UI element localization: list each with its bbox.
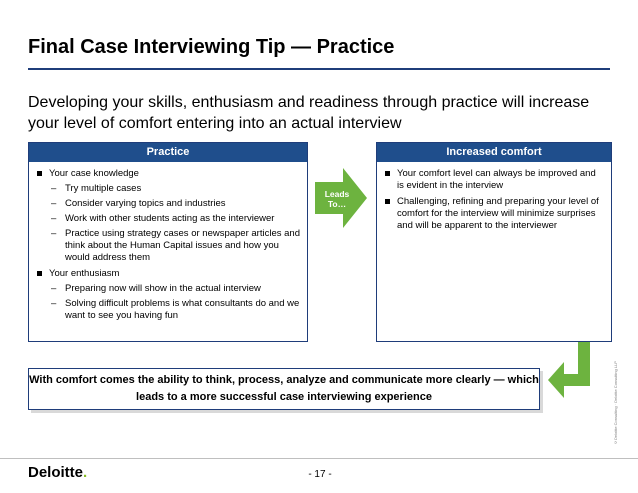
conclusion-callout: [28, 368, 540, 410]
bullet-text: Your enthusiasm: [49, 268, 120, 279]
side-copyright: ©Deloitte Consulting · Deloitte Consulting LLP: [613, 361, 618, 445]
arrow-label: [315, 189, 359, 209]
list-item: Your comfort level can always be improved and is evident in the interview: [383, 168, 605, 192]
sub-item: – Solving difficult problems is what consultants do and we want to see you having fun: [49, 298, 301, 322]
page-number: - 17 -: [308, 469, 332, 480]
bent-arrow-icon: [548, 342, 598, 398]
sub-list: [49, 183, 301, 264]
practice-list: [35, 168, 301, 322]
callout-text: With comfort comes the ability to think, process, analyze and communicate more clearly — which leads to a more successful case interviewing experience: [29, 374, 539, 403]
list-item: [35, 168, 301, 264]
sub-item: – Work with other students acting as the interviewer: [49, 213, 301, 225]
title-divider: [28, 68, 610, 70]
sub-item: – Consider varying topics and industries: [49, 198, 301, 210]
footer-divider: [0, 458, 638, 459]
practice-box: [28, 142, 308, 342]
bullet-text: Your case knowledge: [49, 168, 139, 179]
arrow-label-line2: To…: [327, 199, 347, 209]
list-item: Challenging, refining and preparing your level of comfort for the interview will minimize surprises and will be apparent to the interviewer: [383, 196, 605, 232]
arrow-label-line1: Leads: [324, 189, 350, 199]
sub-item: – Practice using strategy cases or newspaper articles and think about the Human Capital issues and how you would address them: [49, 228, 301, 264]
increased-comfort-header: Increased comfort: [377, 143, 611, 162]
list-item: [35, 268, 301, 322]
practice-header: Practice: [29, 143, 307, 162]
logo-text: Deloitte: [28, 464, 84, 481]
sub-list: [49, 283, 301, 322]
logo-dot: .: [83, 464, 88, 481]
increased-comfort-box: [376, 142, 612, 342]
subtitle: Developing your skills, enthusiasm and readiness through practice will increase your level of comfort entering into an actual interview: [28, 94, 590, 132]
comfort-list: [383, 168, 605, 232]
sub-item: – Try multiple cases: [49, 183, 301, 195]
sub-item: – Preparing now will show in the actual interview: [49, 283, 301, 295]
deloitte-logo: [28, 464, 87, 481]
page-title: Final Case Interviewing Tip — Practice: [28, 36, 395, 58]
